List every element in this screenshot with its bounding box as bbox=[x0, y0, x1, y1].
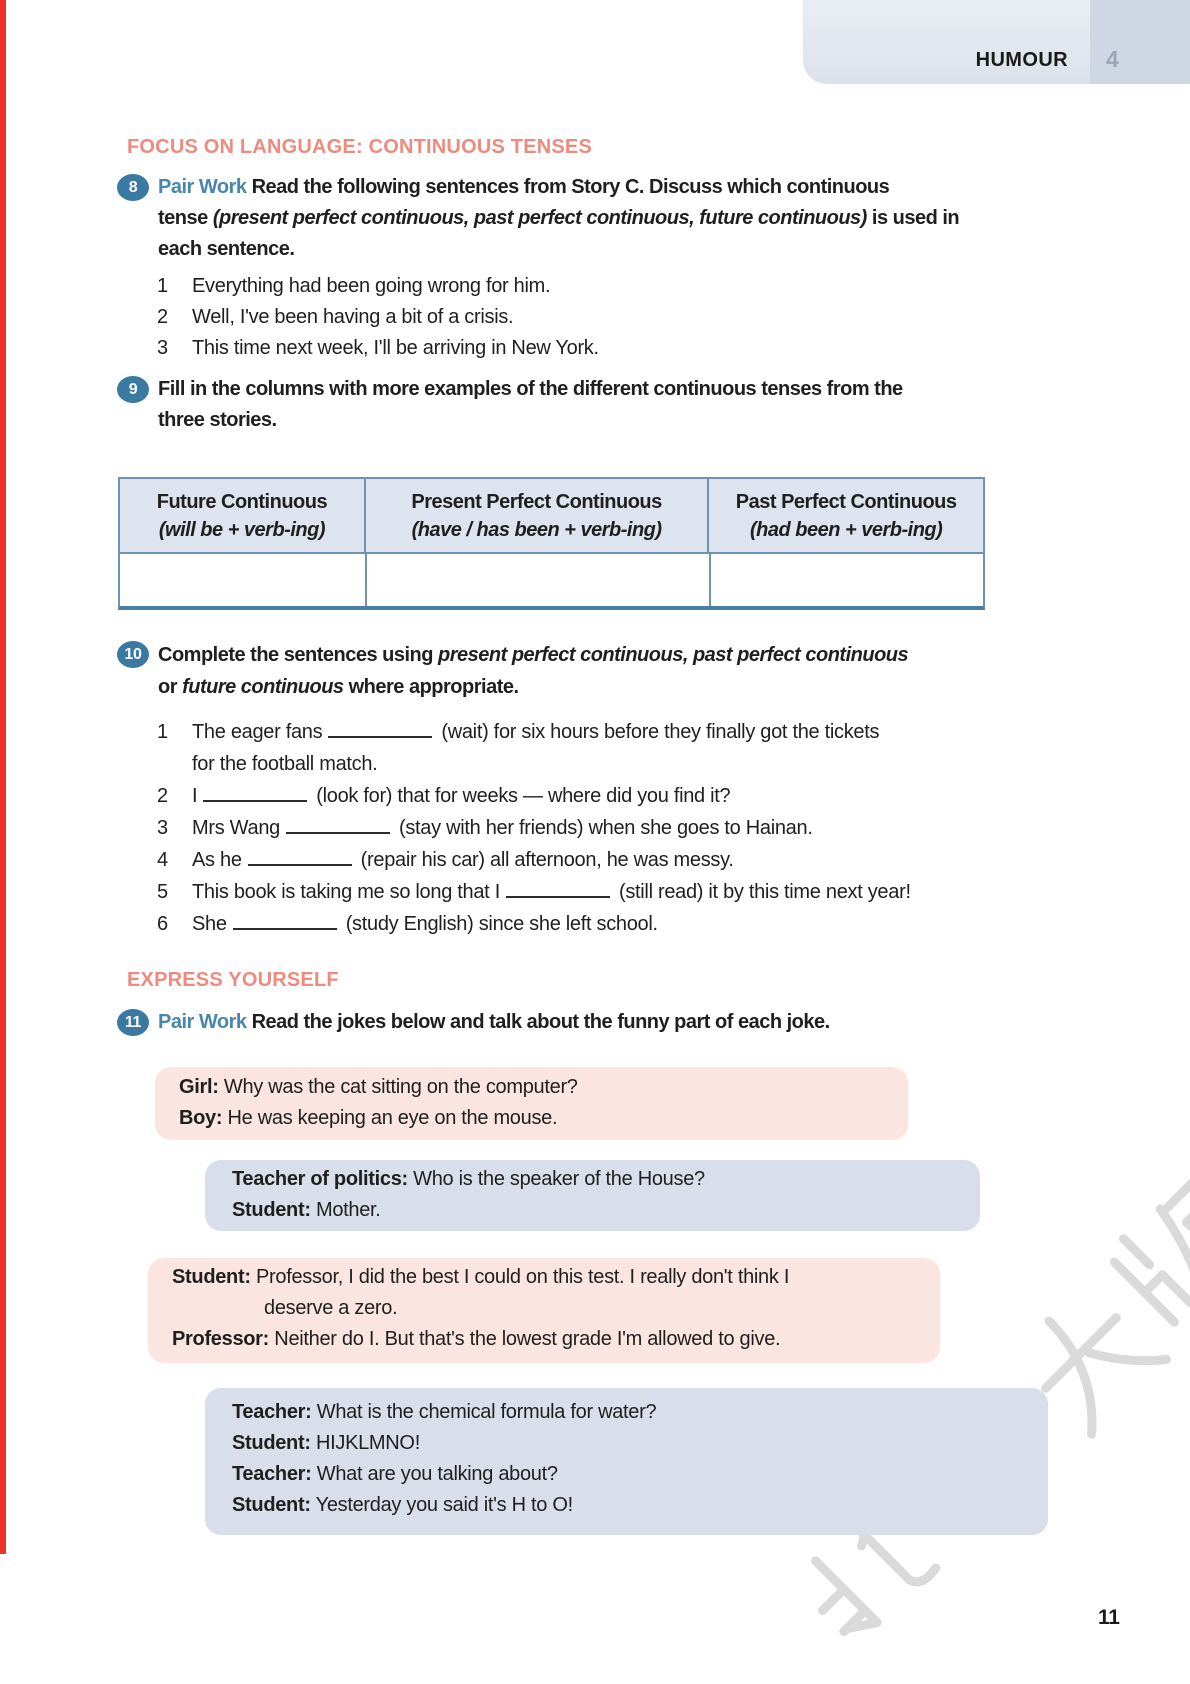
joke-line bbox=[232, 1428, 1021, 1459]
joke-line bbox=[232, 1164, 953, 1195]
instruction-italic: future continuous bbox=[182, 676, 344, 698]
joke-line-continuation bbox=[172, 1293, 916, 1324]
joke-line bbox=[232, 1459, 1021, 1490]
exercise-10-sentence-list bbox=[157, 716, 911, 940]
speaker-label: Student: bbox=[232, 1494, 311, 1516]
instruction-text: Read the following sentences from Story C. Discuss which continuous bbox=[251, 176, 890, 198]
column-formula: (have / has been + verb-ing) bbox=[411, 519, 662, 541]
unit-tab bbox=[803, 0, 1190, 84]
item-number: 5 bbox=[157, 881, 168, 903]
speaker-label: Student: bbox=[172, 1266, 251, 1288]
exercise-8-badge: 8 bbox=[117, 174, 149, 201]
instruction-line bbox=[158, 1007, 830, 1038]
item-text: This book is taking me so long that I (still read) it by this time next year! bbox=[192, 881, 911, 903]
pair-work-label: Pair Work bbox=[158, 176, 247, 198]
column-formula: (will be + verb-ing) bbox=[158, 519, 325, 541]
tense-table bbox=[118, 477, 985, 610]
table-header-cell bbox=[120, 479, 366, 552]
pair-work-label: Pair Work bbox=[158, 1011, 247, 1033]
item-number: 3 bbox=[157, 337, 168, 359]
exercise-11-instruction bbox=[158, 1007, 830, 1038]
section-heading-express: EXPRESS YOURSELF bbox=[127, 969, 339, 991]
speaker-label: Girl: bbox=[179, 1076, 219, 1098]
section-heading-focus: FOCUS ON LANGUAGE: CONTINUOUS TENSES bbox=[127, 136, 592, 158]
instruction-line bbox=[158, 671, 908, 703]
column-title: Present Perfect Continuous bbox=[411, 491, 662, 513]
instruction-line: three stories. bbox=[158, 409, 277, 431]
list-item bbox=[157, 302, 599, 333]
column-title: Past Perfect Continuous bbox=[735, 491, 957, 513]
answer-blank bbox=[233, 913, 337, 930]
speaker-label: Professor: bbox=[172, 1328, 270, 1350]
item-text: Well, I've been having a bit of a crisis. bbox=[192, 306, 514, 328]
list-item bbox=[157, 333, 599, 364]
table-header-cell bbox=[366, 479, 709, 552]
joke-text: Why was the cat sitting on the computer? bbox=[223, 1076, 578, 1098]
item-number: 1 bbox=[157, 275, 168, 297]
exercise-11-badge: 11 bbox=[117, 1009, 149, 1036]
joke-text: Neither do I. But that's the lowest grade I'm allowed to give. bbox=[274, 1328, 781, 1350]
instruction-line: Fill in the columns with more examples of the different continuous tenses from the bbox=[158, 378, 903, 400]
joke-text: What is the chemical formula for water? bbox=[316, 1401, 657, 1423]
instruction-text: is used in bbox=[866, 207, 960, 229]
joke-line bbox=[232, 1195, 953, 1226]
instruction-line bbox=[158, 639, 908, 671]
table-empty-cell bbox=[120, 554, 367, 606]
list-item-continuation bbox=[157, 748, 911, 780]
speaker-label: Student: bbox=[232, 1432, 311, 1454]
answer-blank bbox=[506, 881, 610, 898]
table-empty-cell bbox=[367, 554, 711, 606]
item-number: 4 bbox=[157, 849, 168, 871]
unit-color-strip bbox=[0, 0, 6, 1554]
column-title: Future Continuous bbox=[156, 491, 328, 513]
instruction-text: where appropriate. bbox=[343, 676, 519, 698]
table-empty-row bbox=[120, 554, 983, 606]
list-item bbox=[157, 812, 911, 844]
speaker-label: Teacher: bbox=[232, 1463, 312, 1485]
item-text: for the football match. bbox=[192, 753, 378, 775]
instruction-text: Read the jokes below and talk about the funny part of each joke. bbox=[251, 1011, 830, 1033]
list-item bbox=[157, 844, 911, 876]
exercise-9-instruction bbox=[158, 374, 903, 436]
joke-text: Professor, I did the best I could on this test. I really don't think I bbox=[255, 1266, 790, 1288]
item-text: She (study English) since she left school. bbox=[192, 913, 658, 935]
joke-text: Who is the speaker of the House? bbox=[413, 1168, 705, 1190]
joke-text: He was keeping an eye on the mouse. bbox=[227, 1107, 558, 1129]
instruction-text: tense bbox=[158, 207, 213, 229]
item-number: 3 bbox=[157, 817, 168, 839]
unit-number-panel bbox=[1090, 0, 1190, 84]
list-item bbox=[157, 780, 911, 812]
list-item bbox=[157, 271, 599, 302]
joke-line bbox=[179, 1072, 884, 1103]
joke-text: deserve a zero. bbox=[264, 1297, 398, 1319]
joke-box-2 bbox=[205, 1160, 980, 1231]
instruction-italic: (present perfect continuous, past perfect continuous, future continuous) bbox=[212, 207, 867, 229]
exercise-10-badge: 10 bbox=[117, 641, 149, 668]
instruction-line bbox=[158, 203, 959, 234]
instruction-text: Complete the sentences using bbox=[158, 644, 439, 666]
joke-text: What are you talking about? bbox=[316, 1463, 558, 1485]
list-item bbox=[157, 908, 911, 940]
unit-title: HUMOUR bbox=[975, 49, 1068, 71]
joke-text: HIJKLMNO! bbox=[315, 1432, 420, 1454]
joke-box-3 bbox=[148, 1258, 940, 1363]
list-item bbox=[157, 716, 911, 748]
speaker-label: Boy: bbox=[179, 1107, 223, 1129]
joke-box-1 bbox=[155, 1067, 908, 1140]
answer-blank bbox=[248, 849, 352, 866]
item-number: 1 bbox=[157, 721, 168, 743]
instruction-text: or bbox=[158, 676, 183, 698]
instruction-line bbox=[158, 172, 959, 203]
instruction-italic: present perfect continuous, past perfect continuous bbox=[438, 644, 909, 666]
item-text: This time next week, I'll be arriving in New York. bbox=[192, 337, 599, 359]
joke-line bbox=[179, 1103, 884, 1134]
item-text: As he (repair his car) all afternoon, he was messy. bbox=[192, 849, 734, 871]
answer-blank bbox=[328, 721, 432, 738]
column-formula: (had been + verb-ing) bbox=[749, 519, 943, 541]
exercise-10-instruction bbox=[158, 639, 908, 703]
list-item bbox=[157, 876, 911, 908]
joke-line bbox=[172, 1324, 916, 1355]
joke-line bbox=[232, 1397, 1021, 1428]
answer-blank bbox=[203, 785, 307, 802]
table-header-cell bbox=[709, 479, 983, 552]
answer-blank bbox=[286, 817, 390, 834]
item-text: Everything had been going wrong for him. bbox=[192, 275, 551, 297]
joke-text: Mother. bbox=[315, 1199, 381, 1221]
item-text: I (look for) that for weeks — where did you find it? bbox=[192, 785, 731, 807]
exercise-9-badge: 9 bbox=[117, 376, 149, 403]
instruction-line: each sentence. bbox=[158, 238, 295, 260]
item-number: 2 bbox=[157, 306, 168, 328]
joke-line bbox=[232, 1490, 1021, 1521]
joke-text: Yesterday you said it's H to O! bbox=[315, 1494, 573, 1516]
item-text: The eager fans (wait) for six hours before they finally got the tickets bbox=[192, 721, 880, 743]
page-number: 11 bbox=[1098, 1606, 1120, 1629]
speaker-label: Teacher: bbox=[232, 1401, 312, 1423]
speaker-label: Student: bbox=[232, 1199, 311, 1221]
exercise-8-sentence-list bbox=[157, 271, 599, 364]
unit-number: 4 bbox=[1106, 46, 1119, 72]
table-empty-cell bbox=[711, 554, 983, 606]
item-text: Mrs Wang (stay with her friends) when she goes to Hainan. bbox=[192, 817, 813, 839]
speaker-label: Teacher of politics: bbox=[232, 1168, 408, 1190]
joke-line bbox=[172, 1262, 916, 1293]
item-number: 6 bbox=[157, 913, 168, 935]
table-header-row bbox=[120, 479, 983, 554]
joke-box-4 bbox=[205, 1388, 1048, 1535]
exercise-8-instruction bbox=[158, 172, 959, 265]
item-number: 2 bbox=[157, 785, 168, 807]
